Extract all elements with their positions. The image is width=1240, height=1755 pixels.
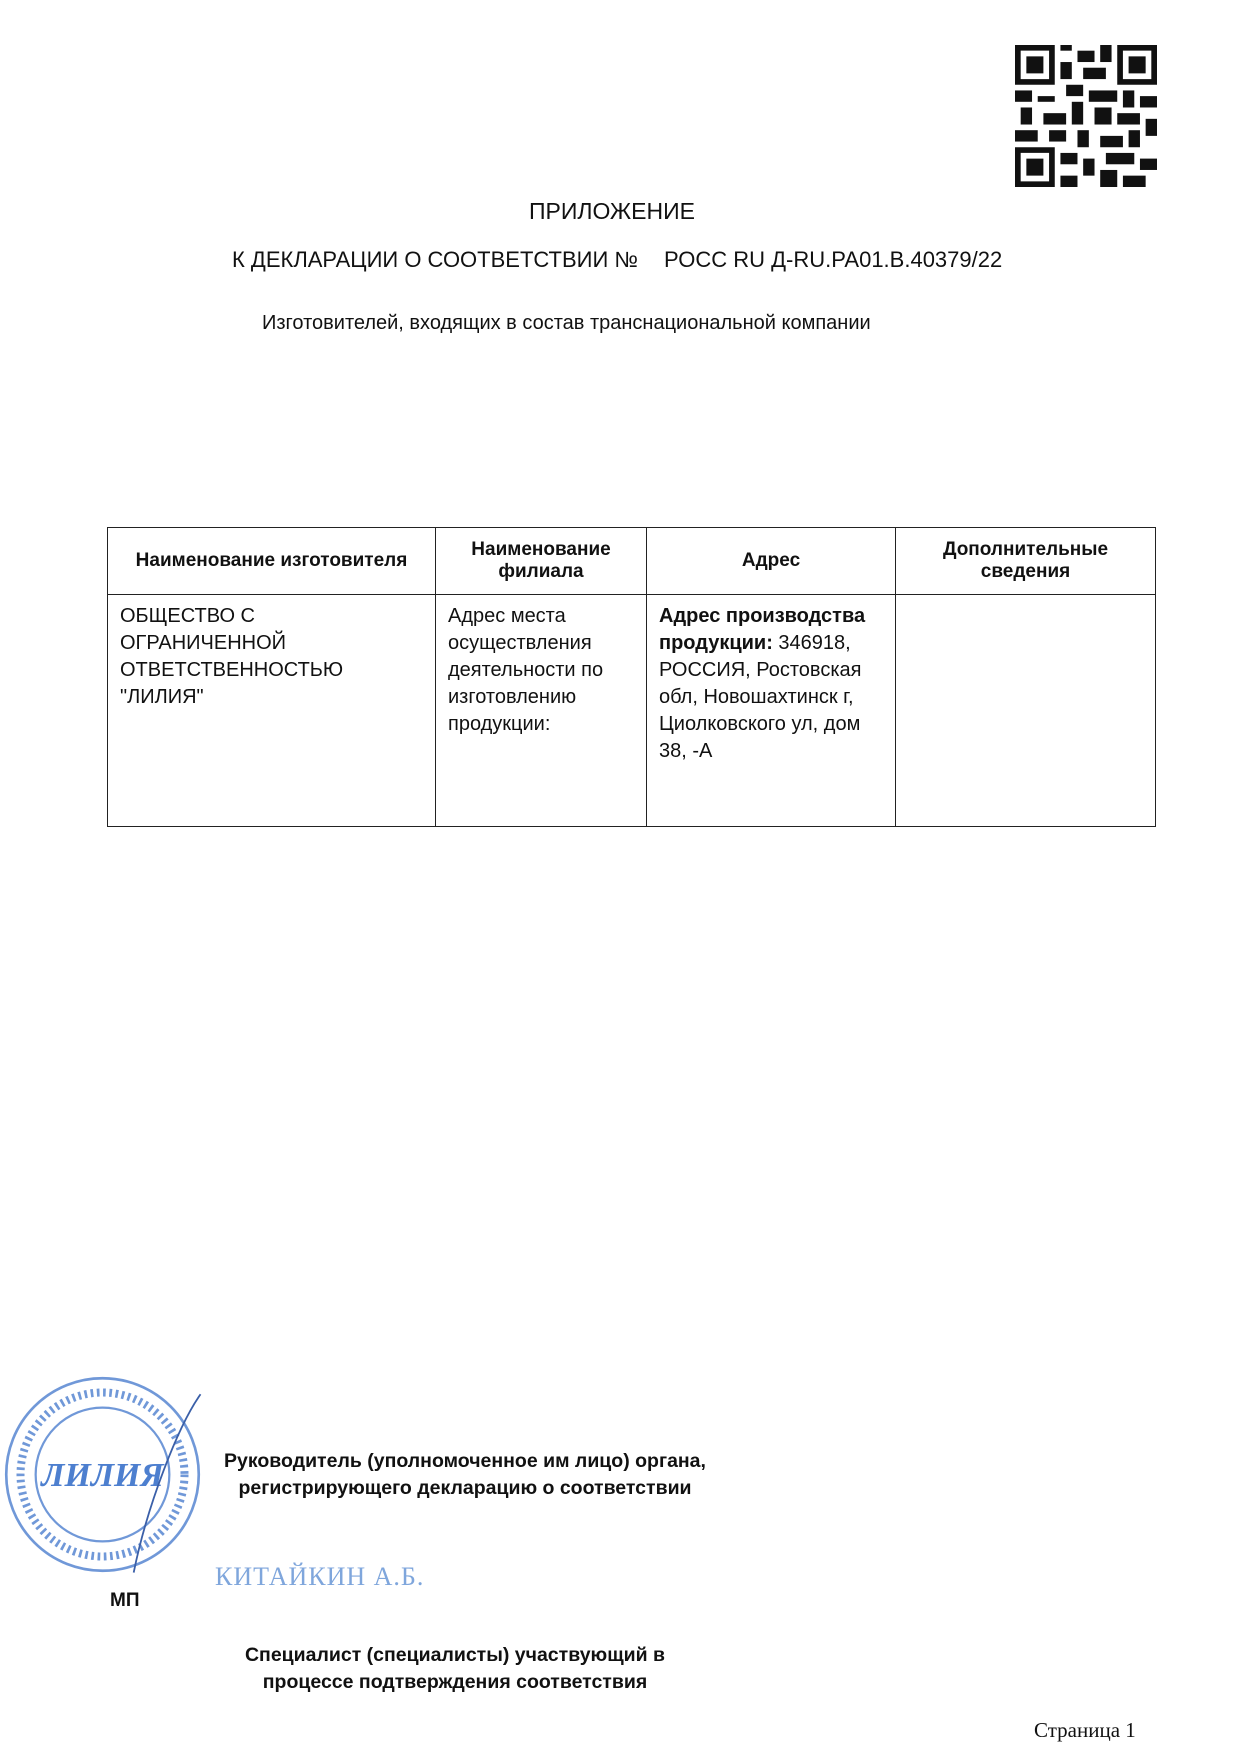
qr-code xyxy=(1015,45,1157,187)
svg-text:ЛИЛИЯ: ЛИЛИЯ xyxy=(41,1457,164,1495)
head-signature-label: Руководитель (уполномоченное им лицо) органа, регистрирующего декларацию о соответствии xyxy=(224,1450,706,1499)
cell-additional xyxy=(896,595,1156,827)
address-value: 346918, РОССИЯ, Ростовская обл, Новошахтинск г, Циолковского ул, дом 38, -А xyxy=(659,632,862,762)
cell-branch: Адрес места осуществления деятельности по изготовлению продукции: xyxy=(436,595,647,827)
stamp-place-mark: МП xyxy=(110,1590,140,1611)
table-header-row xyxy=(108,528,1156,595)
declaration-prefix: К ДЕКЛАРАЦИИ О СООТВЕТСТВИИ № xyxy=(232,247,639,272)
address-label: Адрес производства продукции: xyxy=(659,605,866,654)
document-title: ПРИЛОЖЕНИЕ xyxy=(529,198,695,224)
page-number: Страница 1 xyxy=(1034,1718,1136,1742)
cell-address xyxy=(647,595,896,827)
cell-manufacturer: ОБЩЕСТВО С ОГРАНИЧЕННОЙ ОТВЕТСТВЕННОСТЬЮ "ЛИЛИЯ" xyxy=(108,595,436,827)
header-branch: Наименование филиала xyxy=(436,528,647,595)
declaration-line xyxy=(232,247,1002,273)
declaration-number: РОСС RU Д-RU.РА01.В.40379/22 xyxy=(664,247,1003,272)
manufacturers-table xyxy=(107,527,1156,827)
table-row xyxy=(108,595,1156,827)
specialist-label: Специалист (специалисты) участвующий в процессе подтверждения соответствия xyxy=(244,1644,666,1693)
header-additional: Дополнительные сведения xyxy=(896,528,1156,595)
company-seal xyxy=(0,1372,205,1577)
head-name: КИТАЙКИН А.Б. xyxy=(215,1562,425,1591)
header-manufacturer: Наименование изготовителя xyxy=(108,528,436,595)
document-subtitle: Изготовителей, входящих в состав транснациональной компании xyxy=(262,312,871,334)
header-address: Адрес xyxy=(647,528,896,595)
